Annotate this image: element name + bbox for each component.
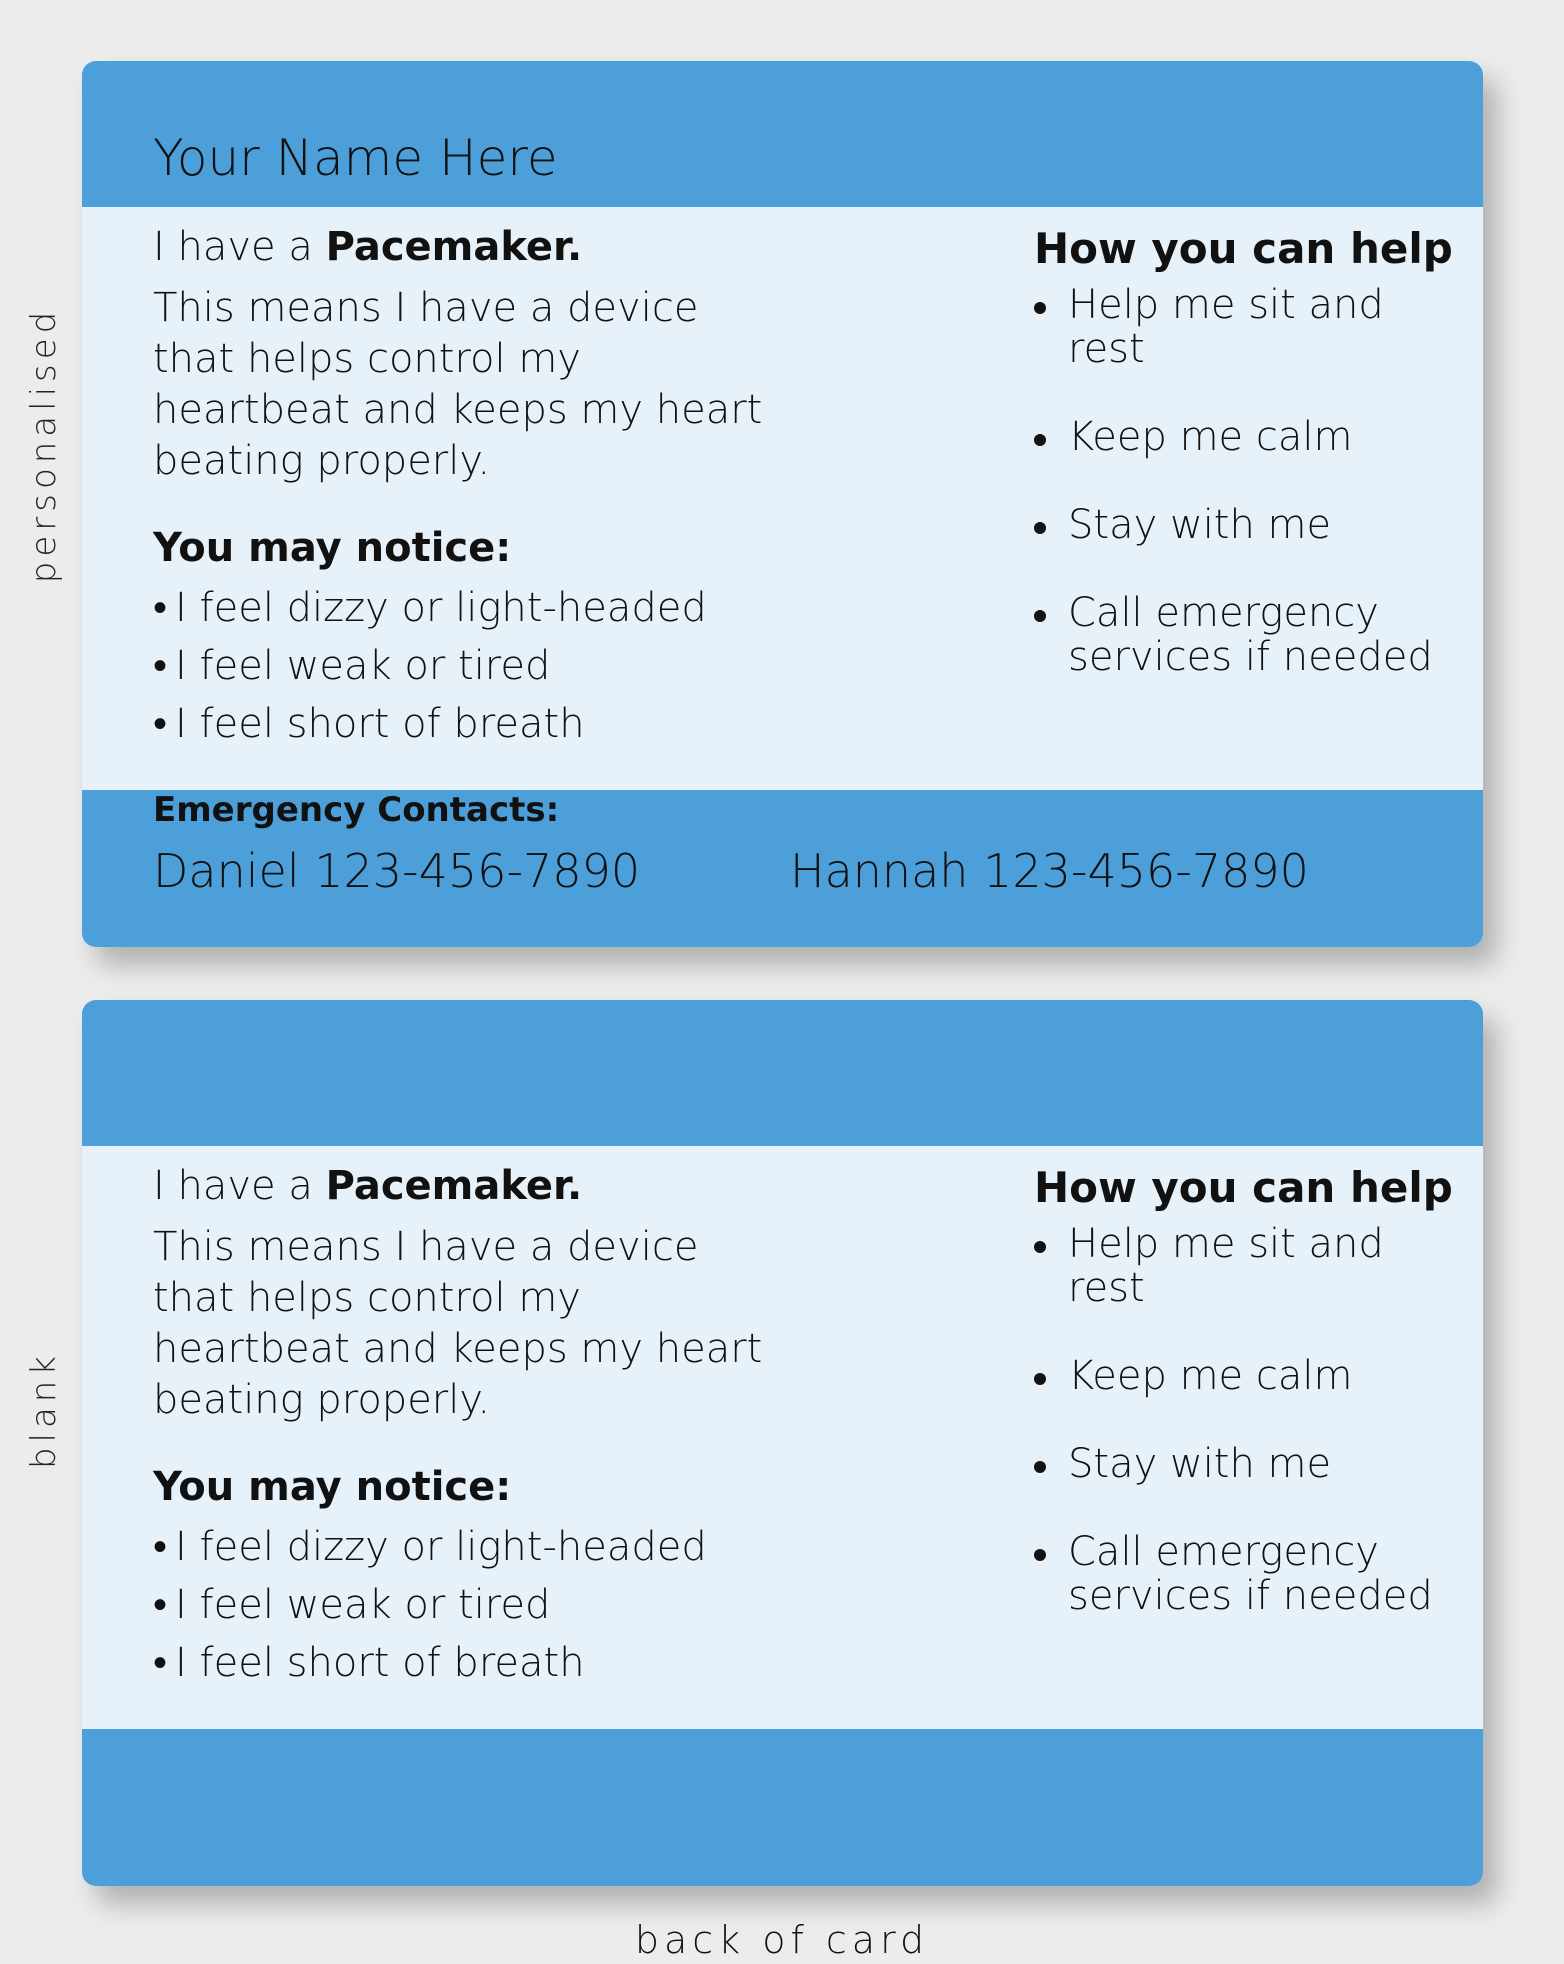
help-list <box>1034 1222 1464 1618</box>
condition-prefix: I have a <box>153 1163 326 1209</box>
emergency-contact-1: Daniel 123-456-7890 <box>153 844 641 898</box>
help-list <box>1034 283 1464 679</box>
list-item: • I feel short of breath <box>153 1640 585 1686</box>
notice-list <box>153 579 773 753</box>
info-column <box>153 1162 773 1692</box>
help-heading: How you can help <box>1034 224 1453 273</box>
help-heading: How you can help <box>1034 1163 1453 1212</box>
list-item: • I feel dizzy or light-headed <box>153 1524 707 1570</box>
caption: back of card <box>634 1918 930 1962</box>
condition-statement <box>153 223 773 271</box>
list-item: Keep me calm <box>1034 415 1464 459</box>
help-column <box>1034 1162 1464 1662</box>
list-item: Stay with me <box>1034 1442 1464 1486</box>
list-item: Call emergency services if needed <box>1034 591 1464 679</box>
emergency-contacts-heading: Emergency Contacts: <box>153 790 560 830</box>
list-item: • I feel short of breath <box>153 701 585 747</box>
notice-heading: You may notice: <box>153 1464 512 1510</box>
personalised-label: personalised <box>24 306 64 584</box>
card-header-band <box>82 1000 1483 1146</box>
blank-label: blank <box>24 1350 64 1470</box>
list-item: Keep me calm <box>1034 1354 1464 1398</box>
list-item: Help me sit and rest <box>1034 283 1464 371</box>
list-item: Help me sit and rest <box>1034 1222 1464 1310</box>
card-footer-band <box>82 1729 1483 1886</box>
notice-heading: You may notice: <box>153 525 512 571</box>
personalised-card <box>82 61 1483 947</box>
condition-statement <box>153 1162 773 1210</box>
condition-name: Pacemaker. <box>325 1163 583 1209</box>
condition-name: Pacemaker. <box>325 224 583 270</box>
list-item: • I feel dizzy or light-headed <box>153 585 707 631</box>
list-item: • I feel weak or tired <box>153 1582 551 1628</box>
condition-description: This means I have a device that helps control my heartbeat and keeps my heart beating properly. <box>153 1224 763 1423</box>
blank-card <box>82 1000 1483 1886</box>
list-item: Stay with me <box>1034 503 1464 547</box>
info-column <box>153 223 773 753</box>
list-item: Call emergency services if needed <box>1034 1530 1464 1618</box>
card-holder-name: Your Name Here <box>153 129 558 187</box>
condition-prefix: I have a <box>153 224 326 270</box>
condition-description: This means I have a device that helps control my heartbeat and keeps my heart beating properly. <box>153 285 763 484</box>
help-column <box>1034 223 1464 723</box>
emergency-contact-2: Hannah 123-456-7890 <box>790 844 1309 898</box>
notice-list <box>153 1518 773 1692</box>
list-item: • I feel weak or tired <box>153 643 551 689</box>
